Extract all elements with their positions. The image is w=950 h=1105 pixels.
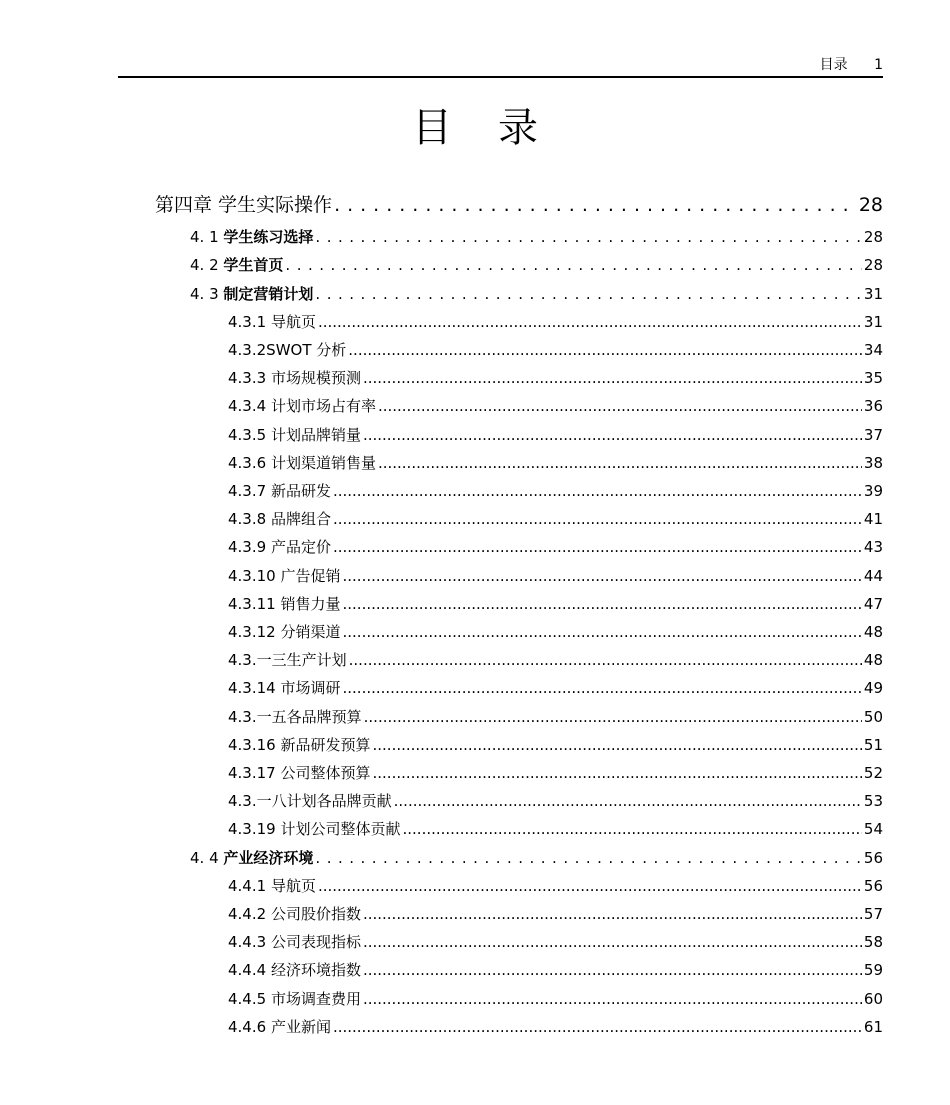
toc-entry-page: 35: [863, 369, 883, 388]
toc-entry-number: 4.3.11: [228, 594, 276, 613]
toc-entry[interactable]: [228, 395, 883, 416]
toc-entry[interactable]: [228, 649, 883, 670]
dot-leader: [333, 1018, 862, 1036]
dot-leader: [343, 679, 862, 697]
toc-entry-page: 28: [863, 228, 883, 247]
toc-entry-number: 4. 2: [190, 256, 224, 275]
toc-entry[interactable]: [228, 677, 883, 698]
toc-entry[interactable]: [228, 818, 883, 839]
running-header: [820, 54, 883, 74]
toc-entry-page: 48: [863, 651, 883, 670]
dot-leader: [363, 905, 862, 923]
toc-entry-title: 导航页: [266, 312, 316, 331]
header-page-number: 1: [874, 57, 883, 73]
toc-entry-title: 学生实际操作: [212, 194, 333, 216]
dot-leader: [318, 877, 862, 895]
toc-entry-page: 53: [863, 792, 883, 811]
toc-entry-page: 28: [863, 256, 883, 275]
dot-leader: [334, 194, 857, 216]
toc-entry-title: 分析: [311, 341, 347, 359]
toc-entry-number: 4.3.19: [228, 820, 276, 839]
dot-leader: [333, 482, 862, 500]
dot-leader: [378, 454, 862, 472]
toc-entry-number: 4.3.14: [228, 679, 276, 698]
toc-entry-title: 制定营销计划: [223, 284, 314, 303]
dot-leader: [343, 595, 862, 613]
dot-leader: [378, 397, 862, 415]
dot-leader: [333, 538, 862, 556]
toc-entry-page: 56: [863, 848, 883, 867]
dot-leader: [373, 736, 862, 754]
toc-entry-number: 4.3.4: [228, 397, 267, 416]
toc-entry-number: 4.3.2SWOT: [228, 341, 312, 359]
toc-entry-number: 4.3.6: [228, 453, 267, 472]
toc-entry-number: 4.3.16: [228, 735, 276, 754]
toc-entry-title: 计划渠道销售量: [266, 453, 376, 472]
toc-entry[interactable]: [228, 621, 883, 642]
toc-entry[interactable]: [228, 565, 883, 586]
toc-entry-title: 市场规模预测: [266, 369, 361, 388]
toc-entry[interactable]: [228, 762, 883, 783]
toc-entry-title: 产业新闻: [266, 1017, 331, 1036]
toc-entry[interactable]: [228, 508, 883, 529]
toc-entry-page: 34: [863, 341, 883, 359]
toc-entry-number: 4.3.3: [228, 369, 267, 388]
toc-entry[interactable]: [228, 536, 883, 557]
toc-entry[interactable]: [190, 254, 883, 275]
toc-entry[interactable]: [228, 903, 883, 924]
toc-entry[interactable]: [228, 339, 883, 360]
toc-entry[interactable]: [228, 311, 883, 332]
toc-entry[interactable]: [228, 424, 883, 445]
toc-entry[interactable]: [228, 593, 883, 614]
toc-entry-title: 学生首页: [223, 256, 284, 275]
toc-entry-page: 51: [863, 735, 883, 754]
toc-entry-number: 4. 3: [190, 284, 224, 303]
toc-entry-number: 4.3.17: [228, 764, 276, 782]
toc-entry-number: 4. 1: [190, 228, 224, 247]
toc-entry[interactable]: [228, 367, 883, 388]
dot-leader: [315, 285, 861, 303]
dot-leader: [333, 510, 862, 528]
dot-leader: [315, 228, 861, 246]
toc-entry-title: 经济环境指数: [266, 961, 361, 980]
toc-entry-title: 计划公司整体贡献: [275, 820, 401, 839]
toc-entry-number: 4.4.2: [228, 905, 267, 923]
dot-leader: [363, 933, 862, 951]
toc-entry-number: 4.3.: [228, 792, 257, 811]
toc-entry-title: 计划品牌销量: [266, 425, 361, 444]
toc-entry-title: 分销渠道: [275, 623, 341, 641]
page-header: [118, 52, 883, 78]
toc-entry-title: 市场调研: [275, 679, 341, 698]
toc-entry-page: 28: [858, 194, 883, 216]
toc-entry-page: 52: [863, 764, 883, 782]
toc-entry-page: 61: [863, 1017, 883, 1036]
dot-leader: [403, 820, 862, 838]
toc-entry-page: 31: [863, 312, 883, 331]
toc-entry[interactable]: [228, 734, 883, 755]
toc-entry-page: 31: [863, 284, 883, 303]
toc-entry-page: 47: [863, 594, 883, 613]
dot-leader: [349, 651, 862, 669]
toc-entry-number: 4.4.3: [228, 933, 267, 952]
toc-entry[interactable]: [228, 706, 883, 727]
toc-entry-page: 54: [863, 820, 883, 839]
toc-entry-title: 学生练习选择: [223, 228, 314, 247]
toc-entry[interactable]: [228, 875, 883, 896]
toc-entry[interactable]: [228, 931, 883, 952]
dot-leader: [394, 792, 862, 810]
toc-entry[interactable]: [155, 190, 883, 217]
toc-entry[interactable]: [190, 283, 883, 304]
toc-entry-page: 60: [863, 989, 883, 1008]
toc-entry-number: 4.4.6: [228, 1017, 267, 1036]
toc-entry-title: 公司整体预算: [275, 764, 371, 782]
dot-leader: [363, 961, 862, 979]
toc-entry-title: 公司股价指数: [266, 905, 361, 923]
dot-leader: [343, 623, 862, 641]
toc-entry-page: 50: [863, 707, 883, 726]
toc-entry-page: 48: [863, 623, 883, 641]
toc-title: 目录: [412, 105, 584, 151]
toc-entry-number: 4.3.: [228, 707, 257, 726]
toc-entry[interactable]: [228, 988, 883, 1009]
toc-entry-title: 公司表现指标: [266, 933, 361, 952]
toc-entry-title: 品牌组合: [266, 510, 331, 529]
toc-entry[interactable]: [190, 847, 883, 868]
toc-entry-page: 57: [863, 905, 883, 923]
toc-entry-number: 4.3.8: [228, 510, 267, 529]
toc-entry-title: 市场调查费用: [266, 989, 361, 1008]
toc-entry[interactable]: [228, 452, 883, 473]
toc-entry[interactable]: [190, 226, 883, 247]
dot-leader: [318, 313, 862, 331]
toc-entry-page: 43: [863, 538, 883, 557]
toc-entry-title: 广告促销: [275, 566, 341, 585]
dot-leader: [364, 708, 862, 726]
toc-entry[interactable]: [228, 790, 883, 811]
toc-entry-title: 销售力量: [275, 594, 341, 613]
header-label: 目录: [819, 57, 848, 73]
dot-leader: [285, 256, 861, 274]
toc-entry-page: 44: [863, 566, 883, 585]
toc-entry-number: 4.3.7: [228, 482, 267, 500]
toc-entry[interactable]: [228, 480, 883, 501]
toc-entry-title: 产业经济环境: [223, 848, 314, 867]
toc-entry-title: 一八计划各品牌贡献: [256, 792, 392, 811]
toc-entry-number: 4.4.5: [228, 989, 267, 1008]
toc-entry-page: 38: [863, 453, 883, 472]
toc-entry-number: 4.3.: [228, 651, 257, 670]
dot-leader: [363, 369, 862, 387]
toc-entry-page: 37: [863, 425, 883, 444]
toc-entry-number: 4.4.1: [228, 876, 267, 895]
toc-entry-page: 56: [863, 876, 883, 895]
dot-leader: [348, 341, 862, 359]
toc-entry-number: 4.3.12: [228, 623, 276, 641]
toc-entry-number: 4.3.10: [228, 566, 276, 585]
toc-entry-title: 导航页: [266, 876, 316, 895]
dot-leader: [363, 990, 862, 1008]
toc-entry-page: 41: [863, 510, 883, 529]
toc-entry-page: 58: [863, 933, 883, 952]
toc-entry-title: 新品研发预算: [275, 735, 371, 754]
toc-entry-page: 59: [863, 961, 883, 980]
toc-entry[interactable]: [228, 1016, 883, 1037]
dot-leader: [363, 426, 862, 444]
toc-entry-title: 计划市场占有率: [266, 397, 376, 416]
toc-entry-page: 36: [863, 397, 883, 416]
toc-entry-title: 新品研发: [266, 482, 331, 500]
toc-entry-number: 4.4.4: [228, 961, 267, 980]
toc-entry-page: 49: [863, 679, 883, 698]
toc-entry-number: 第四章: [155, 194, 213, 216]
dot-leader: [343, 567, 862, 585]
toc-entry-title: 产品定价: [266, 538, 331, 557]
toc-entry-number: 4. 4: [190, 848, 224, 867]
dot-leader: [373, 764, 862, 782]
toc-entry-page: 39: [863, 482, 883, 500]
toc-entry-number: 4.3.1: [228, 312, 267, 331]
toc-entry-title: 一五各品牌预算: [256, 707, 362, 726]
dot-leader: [315, 849, 861, 867]
toc-entry-number: 4.3.9: [228, 538, 267, 557]
toc-entry-title: 一三生产计划: [256, 651, 347, 670]
toc-entry-number: 4.3.5: [228, 425, 267, 444]
toc-entry[interactable]: [228, 959, 883, 980]
